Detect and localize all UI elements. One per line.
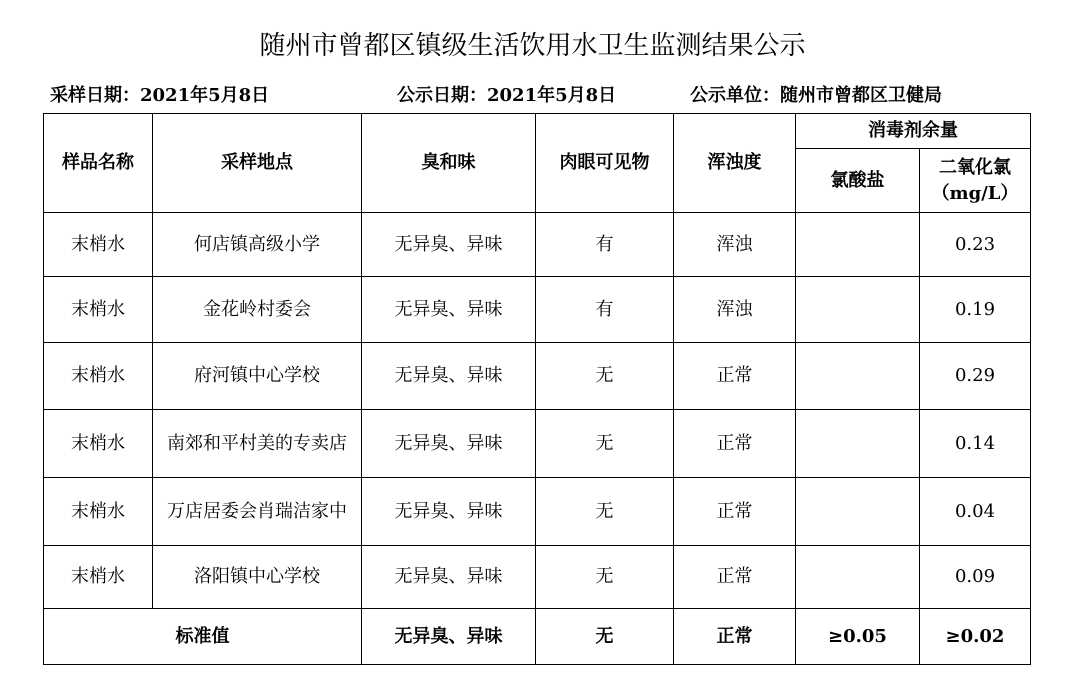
header-chlorine-dioxide-name: 二氧化氯 (939, 156, 1011, 178)
publish-date: 公示日期：2021年5月8日 (397, 85, 617, 106)
page-title: 随州市曾都区镇级生活饮用水卫生监测结果公示 (259, 31, 806, 61)
cell-turbidity: 正常 (674, 410, 796, 478)
cell-chlorate (796, 410, 920, 478)
cell-sample-name: 末梢水 (44, 410, 153, 478)
table-row (44, 546, 1031, 609)
standard-label: 标准值 (44, 609, 362, 665)
standard-visible: 无 (536, 609, 674, 665)
cell-chlorine-dioxide: 0.29 (920, 343, 1031, 410)
cell-turbidity: 正常 (674, 546, 796, 609)
cell-odor: 无异臭、异味 (362, 410, 536, 478)
cell-odor: 无异臭、异味 (362, 277, 536, 343)
cell-chlorate (796, 546, 920, 609)
header-sample-name: 样品名称 (44, 114, 153, 213)
publisher: 公示单位：随州市曾都区卫健局 (690, 85, 942, 106)
cell-turbidity: 浑浊 (674, 277, 796, 343)
cell-chlorine-dioxide: 0.09 (920, 546, 1031, 609)
cell-location: 金花岭村委会 (153, 277, 362, 343)
cell-location: 南郊和平村美的专卖店 (153, 410, 362, 478)
standard-chlorine-dioxide: ≥0.02 (920, 609, 1031, 665)
header-disinfectant: 消毒剂余量 (796, 114, 1031, 149)
cell-location: 洛阳镇中心学校 (153, 546, 362, 609)
cell-location: 何店镇高级小学 (153, 213, 362, 277)
standard-chlorate: ≥0.05 (796, 609, 920, 665)
cell-chlorate (796, 213, 920, 277)
cell-sample-name: 末梢水 (44, 213, 153, 277)
cell-chlorine-dioxide: 0.19 (920, 277, 1031, 343)
cell-chlorate (796, 277, 920, 343)
standard-turbidity: 正常 (674, 609, 796, 665)
cell-odor: 无异臭、异味 (362, 343, 536, 410)
cell-location: 万店居委会肖瑞洁家中 (153, 478, 362, 546)
cell-turbidity: 浑浊 (674, 213, 796, 277)
cell-visible: 无 (536, 546, 674, 609)
table-row (44, 343, 1031, 410)
cell-sample-name: 末梢水 (44, 277, 153, 343)
cell-visible: 无 (536, 410, 674, 478)
cell-turbidity: 正常 (674, 343, 796, 410)
header-turbidity: 浑浊度 (674, 114, 796, 213)
cell-visible: 无 (536, 343, 674, 410)
table-row (44, 410, 1031, 478)
cell-sample-name: 末梢水 (44, 546, 153, 609)
cell-chlorine-dioxide: 0.04 (920, 478, 1031, 546)
header-chlorine-dioxide-unit: （mg/L） (931, 182, 1019, 204)
cell-chlorine-dioxide: 0.14 (920, 410, 1031, 478)
cell-location: 府河镇中心学校 (153, 343, 362, 410)
cell-odor: 无异臭、异味 (362, 546, 536, 609)
table-row (44, 213, 1031, 277)
cell-odor: 无异臭、异味 (362, 213, 536, 277)
table-row (44, 277, 1031, 343)
cell-visible: 有 (536, 277, 674, 343)
cell-odor: 无异臭、异味 (362, 478, 536, 546)
cell-chlorate (796, 478, 920, 546)
cell-sample-name: 末梢水 (44, 478, 153, 546)
header-visible: 肉眼可见物 (536, 114, 674, 213)
standard-row (44, 609, 1031, 665)
cell-visible: 有 (536, 213, 674, 277)
table-row (44, 478, 1031, 546)
header-odor: 臭和味 (362, 114, 536, 213)
header-chlorine-dioxide (920, 149, 1031, 213)
cell-sample-name: 末梢水 (44, 343, 153, 410)
cell-chlorate (796, 343, 920, 410)
cell-visible: 无 (536, 478, 674, 546)
cell-chlorine-dioxide: 0.23 (920, 213, 1031, 277)
results-table (43, 113, 1031, 665)
header-chlorate: 氯酸盐 (796, 149, 920, 213)
cell-turbidity: 正常 (674, 478, 796, 546)
standard-odor: 无异臭、异味 (362, 609, 536, 665)
header-location: 采样地点 (153, 114, 362, 213)
sample-date: 采样日期：2021年5月8日 (50, 85, 270, 106)
